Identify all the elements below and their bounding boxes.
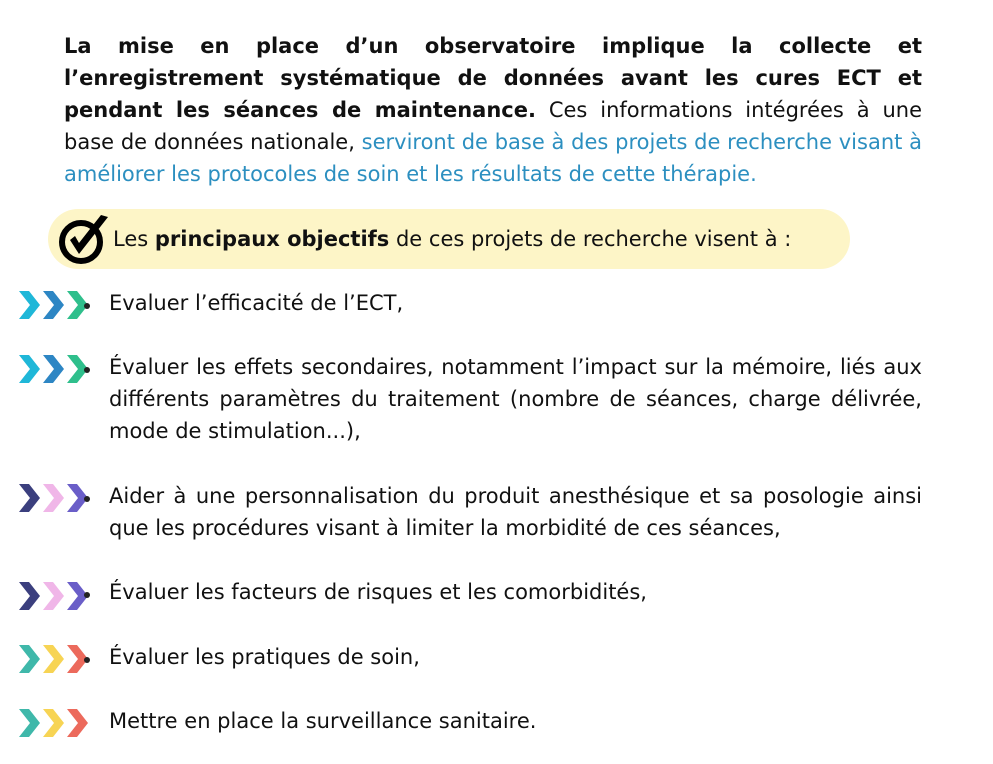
intro-paragraph	[64, 30, 922, 190]
list-item-text: Évaluer les facteurs de risques et les comorbidités,	[109, 580, 647, 604]
bullet-dot	[84, 303, 90, 309]
triple-chevron-icon	[19, 482, 93, 514]
list-item-text: Mettre en place la surveillance sanitaire.	[109, 709, 537, 733]
triple-chevron-icon	[19, 707, 93, 739]
list-item-text: Évaluer les pratiques de soin,	[109, 645, 420, 669]
list-item-text: Aider à une personnalisation du produit anesthésique et sa posologie ainsi que les procédures visant à limiter la morbidité de ces séances,	[109, 484, 922, 540]
bullet-dot	[84, 367, 90, 373]
triple-chevron-icon	[19, 580, 93, 612]
intro-highlight-text: serviront de base à des projets de recherche visant à améliorer les protocoles de soin et les résultats de cette thérapie.	[64, 130, 922, 186]
objectives-prefix: Les	[113, 227, 155, 251]
check-circle-icon	[56, 212, 114, 266]
triple-chevron-icon	[19, 289, 93, 321]
triple-chevron-icon	[19, 643, 93, 675]
objectives-suffix: de ces projets de recherche visent à :	[389, 227, 792, 251]
bullet-dot	[84, 657, 90, 663]
objectives-bold: principaux objectifs	[154, 227, 390, 251]
objectives-header-text	[113, 224, 791, 254]
bullet-dot	[84, 592, 90, 598]
triple-chevron-icon	[19, 353, 93, 385]
bullet-dot	[84, 496, 90, 502]
intro-bold-text: La mise en place d’un observatoire implique la collecte et l’enregistrement systématique de données avant les cures ECT et pendant les séances de maintenance.	[64, 34, 922, 122]
list-item-text: Evaluer l’efficacité de l’ECT,	[109, 291, 404, 315]
list-item-text: Évaluer les effets secondaires, notamment l’impact sur la mémoire, liés aux différents paramètres du traitement (nombre de séances, charge délivrée, mode de stimulation...),	[109, 355, 922, 443]
intro-normal-text: Ces informations intégrées à une base de données nationale,	[64, 98, 923, 154]
